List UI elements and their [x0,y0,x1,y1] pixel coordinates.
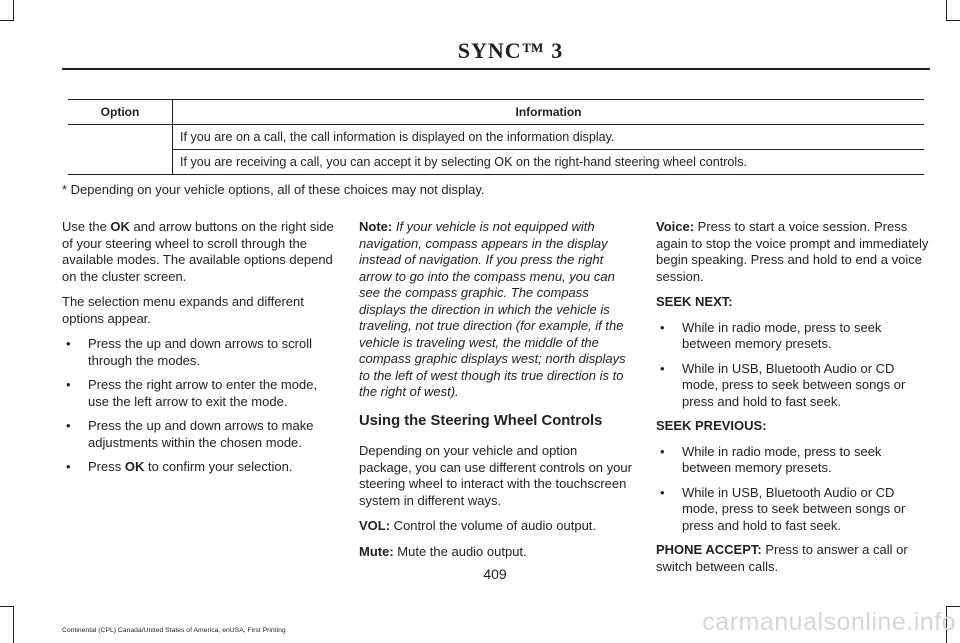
list-item: • While in USB, Bluetooth Audio or CD mode, press to seek between songs or press and hold to fast seek. [656,361,930,411]
paragraph: VOL: Control the volume of audio output. [359,518,597,533]
crop-mark [946,0,947,20]
paragraph: PHONE ACCEPT: Press to answer a call or switch between calls. [656,542,908,574]
subheading: SEEK PREVIOUS: [656,418,767,433]
column-3 [656,219,930,584]
table-cell-info: If you are receiving a call, you can accept it by selecting OK on the right-hand steering wheel controls. [173,150,925,175]
print-footer: Continental (CPL) Canada/United States of America, enUSA, First Printing [62,627,286,634]
list-item: • While in radio mode, press to seek between memory presets. [656,320,930,353]
table-row [68,150,924,175]
bullet-list [62,336,338,476]
crop-mark [0,606,14,607]
list-item: • Press the right arrow to enter the mode, use the left arrow to exit the mode. [62,377,338,410]
table-header-option: Option [68,100,173,125]
list-item: • Press OK to confirm your selection. [62,459,338,476]
paragraph: Voice: Press to start a voice session. Press again to stop the voice prompt and immediately begin speaking. Press and hold to end a voice session. [656,219,929,284]
page-title: SYNC™ 3 [457,38,564,63]
table-row [68,125,924,150]
page-number: 409 [483,566,507,582]
table-cell-info: If you are on a call, the call information is displayed on the information display. [173,125,925,150]
list-item: • Press the up and down arrows to make adjustments within the chosen mode. [62,418,338,451]
bullet-list [656,444,930,535]
list-item: • While in USB, Bluetooth Audio or CD mode, press to seek between songs or press and hold to fast seek. [656,485,930,535]
section-heading: Using the Steering Wheel Controls [359,412,603,429]
crop-mark [13,606,14,643]
crop-mark [946,606,960,607]
watermark: carmanualsonline.info [702,608,956,636]
paragraph: Use the OK and arrow buttons on the right side of your steering wheel to scroll through the available modes. The available options depend on the cluster screen. [62,219,334,284]
note-paragraph: Note: If your vehicle is not equipped with navigation, compass appears in the display instead of navigation. If you press the right arrow to go into the compass menu, you can see the compass graphic. The compass displays the direction in which the vehicle is traveling, not true direction (for example, if the vehicle is traveling west, the middle of the compass graphic displays west; north displays to the left of west though its true direction is to the right of west). [359,219,626,399]
list-item: • Press the up and down arrows to scroll through the modes. [62,336,338,369]
paragraph: Depending on your vehicle and option package, you can use different controls on your steering wheel to interact with the touchscreen system in different ways. [359,443,632,508]
paragraph: The selection menu expands and different options appear. [62,294,304,326]
table-footnote: * Depending on your vehicle options, all of these choices may not display. [62,182,485,197]
crop-mark [13,0,14,20]
table-cell-option [68,125,173,175]
column-2 [359,219,633,569]
table-header-information: Information [173,100,925,125]
crop-mark [0,20,14,21]
header-rule [62,68,930,70]
info-table [68,99,924,175]
column-1 [62,219,338,484]
list-item: • While in radio mode, press to seek between memory presets. [656,444,930,477]
subheading: SEEK NEXT: [656,294,733,309]
crop-mark [946,20,960,21]
paragraph: Mute: Mute the audio output. [359,543,527,559]
bullet-list [656,320,930,411]
